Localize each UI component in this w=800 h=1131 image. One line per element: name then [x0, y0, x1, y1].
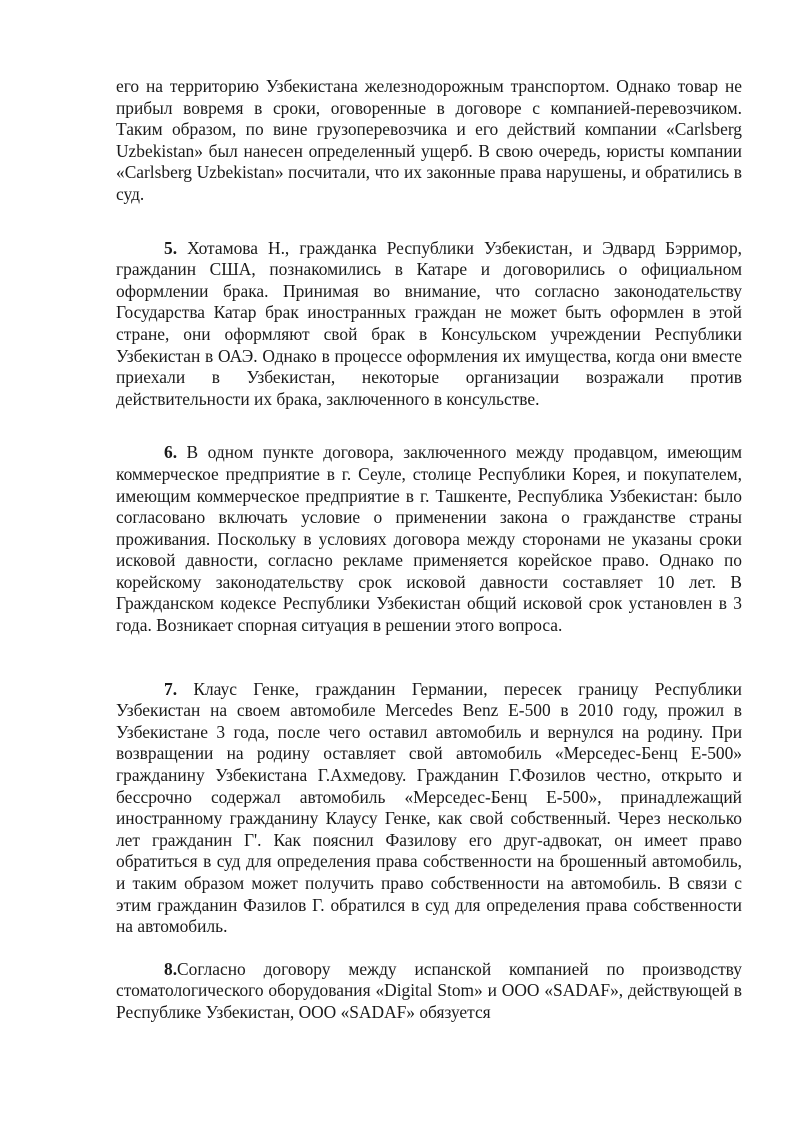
case-number: 8.	[164, 958, 178, 979]
paragraph-text: Согласно договору между испанской компанией по производству стоматологического оборудования «Digital Stom» и ООО «SADAF», действующей в Республике Узбекистан, ООО «SADAF» обязуется	[116, 958, 742, 1022]
paragraph-case-8	[116, 959, 742, 1024]
paragraph-text: Хотамова Н., гражданка Республики Узбекистан, и Эдвард Бэрримор, гражданин США, познакомились в Катаре и договорились о официальном оформлении брака. Принимая во внимание, что согласно законодательству Государства Катар брак иностранных граждан не может быть оформлен в этой стране, они оформляют свой брак в Консульском учреждении Республики Узбекистан в ОАЭ. Однако в процессе оформления их имущества, когда они вместе приехали в Узбекистан, некоторые организации возражали против действительности их брака, заключенного в консульстве.	[116, 237, 742, 409]
paragraph-case-5	[116, 238, 742, 411]
paragraph-text: его на территорию Узбекистана железнодорожным транспортом. Однако товар не прибыл вовремя в сроки, оговоренные в договоре с компанией-перевозчиком. Таким образом, по вине грузоперевозчика и его действий компании «Carlsberg Uzbekistan» был нанесен определенный ущерб. В свою очередь, юристы компании «Carlsberg Uzbekistan» посчитали, что их законные права нарушены, и обратились в суд.	[116, 76, 742, 204]
paragraph-case-6	[116, 442, 742, 636]
case-number: 6.	[164, 442, 178, 463]
paragraph-case-7	[116, 679, 742, 938]
paragraph-continuation	[116, 76, 742, 206]
paragraph-text: В одном пункте договора, заключенного между продавцом, имеющим коммерческое предприятие в г. Сеуле, столице Республики Корея, и покупателем, имеющим коммерческое предприятие в г. Ташкенте, Республика Узбекистан: было согласовано включать условие о применении закона о гражданстве страны проживания. Поскольку в условиях договора между сторонами не указаны сроки исковой давности, согласно рекламе применяется корейское право. Однако по корейскому законодательству срок исковой давности составляет 10 лет. В Гражданском кодексе Республики Узбекистан общий исковой срок установлен в 3 года. Возникает спорная ситуация в решении этого вопроса.	[116, 442, 742, 636]
case-number: 5.	[164, 237, 178, 258]
document-page	[116, 76, 742, 1024]
case-number: 7.	[164, 678, 178, 699]
paragraph-text: Клаус Генке, гражданин Германии, пересек границу Республики Узбекистан на своем автомобиле Mercedes Benz E-500 в 2010 году, прожил в Узбекистане 3 года, после чего оставил автомобиль и вернулся на родину. При возвращении на родину оставляет свой автомобиль «Мерседес-Бенц E-500» гражданину Узбекистана Г.Ахмедову. Гражданин Г.Фозилов честно, открыто и бессрочно содержал автомобиль «Мерседес-Бенц E-500», принадлежащий иностранному гражданину Клаусу Генке, как свой собственный. Через несколько лет гражданин Г'. Как пояснил Фазилову его друг-адвокат, он имеет право обратиться в суд для определения права собственности на брошенный автомобиль, и таким образом может получить право собственности на автомобиль. В связи с этим гражданин Фазилов Г. обратился в суд для определения права собственности на автомобиль.	[116, 678, 742, 937]
